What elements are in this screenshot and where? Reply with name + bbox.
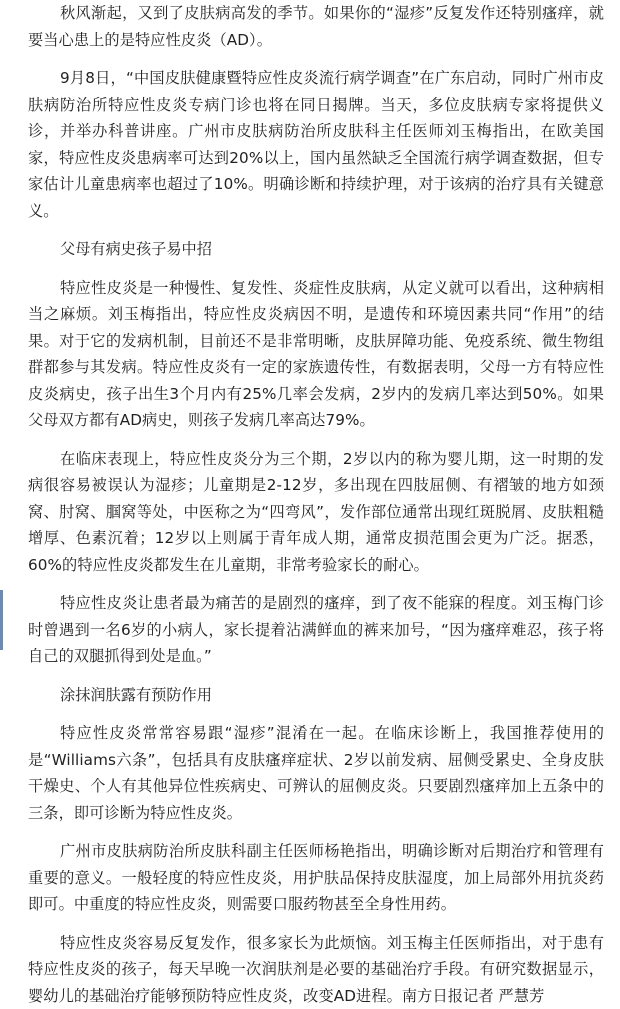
paragraph-survey-launch: 9月8日，“中国皮肤健康暨特应性皮炎流行病学调查”在广东启动，同时广州市皮肤病防治所特应性皮炎专病门诊也将在同日揭牌。当天，多位皮肤病专家将提供义诊，并举办科普讲座。广州市皮肤病防治所皮肤科主任医师刘玉梅指出，在欧美国家，特应性皮炎患病率可达到20%以上，国内虽然缺乏全国流行病学调查数据，但专家估计儿童患病率也超过了10%。明确诊断和持续护理，对于该病的治疗具有关键意义。 [28,65,604,224]
paragraph-clinical-stages: 在临床表现上，特应性皮炎分为三个期，2岁以内的称为婴儿期，这一时期的发病很容易被误认为湿疹；儿童期是2-12岁，多出现在四肢屈侧、有褶皱的地方如颈窝、肘窝、腘窝等处，中医称之为“四弯风”，发作部位通常出现红斑脱屑、皮肤粗糙增厚、色素沉着；12岁以上则属于青年成人期，通常皮损范围会更为广泛。据悉，60%的特应性皮炎都发生在儿童期，非常考验家长的耐心。 [28,446,604,579]
section-heading-heredity: 父母有病史孩子易中招 [28,236,604,263]
paragraph-moisturizer: 特应性皮炎容易反复发作，很多家长为此烦恼。刘玉梅主任医师指出，对于患有特应性皮炎的孩子，每天早晚一次润肤剂是必要的基础治疗手段。有研究数据显示，婴幼儿的基础治疗能够预防特应性皮炎，改变AD进程。南方日报记者 严慧芳 [28,930,604,1009]
paragraph-intro: 秋风渐起，又到了皮肤病高发的季节。如果你的“湿疹”反复发作还特别瘙痒，就要当心患上的是特应性皮炎（AD）。 [28,0,604,53]
paragraph-diagnosis-criteria: 特应性皮炎常常容易跟“湿疹”混淆在一起。在临床诊断上，我国推荐使用的是“Williams六条”，包括具有皮肤瘙痒症状、2岁以前发病、屈侧受累史、全身皮肤干燥史、个人有其他异位性疾病史、可辨认的屈侧皮炎。只要剧烈瘙痒加上五条中的三条，即可诊断为特应性皮炎。 [28,720,604,826]
paragraph-itching-case: 特应性皮炎让患者最为痛苦的是剧烈的瘙痒，到了夜不能寐的程度。刘玉梅门诊时曾遇到一名6岁的小病人，家长提着沾满鲜血的裤来加号，“因为瘙痒难忍，孩子将自己的双腿抓得到处是血。” [28,590,604,670]
left-edge-marker [0,590,3,650]
paragraph-treatment: 广州市皮肤病防治所皮肤科副主任医师杨艳指出，明确诊断对后期治疗和管理有重要的意义。一般轻度的特应性皮炎，用护肤品保持皮肤湿度，加上局部外用抗炎药即可。中重度的特应性皮炎，则需要口服药物甚至全身性用药。 [28,838,604,918]
paragraph-definition: 特应性皮炎是一种慢性、复发性、炎症性皮肤病，从定义就可以看出，这种病相当之麻烦。刘玉梅指出，特应性皮炎病因不明，是遗传和环境因素共同“作用”的结果。对于它的发病机制，目前还不是非常明晰，皮肤屏障功能、免疫系统、微生物组群都参与其发病。特应性皮炎有一定的家族遗传性，有数据表明，父母一方有特应性皮炎病史，孩子出生3个月内有25%几率会发病，2岁内的发病几率达到50%。如果父母双方都有AD病史，则孩子发病几率高达79%。 [28,275,604,434]
section-heading-prevention: 涂抹润肤露有预防作用 [28,682,604,709]
